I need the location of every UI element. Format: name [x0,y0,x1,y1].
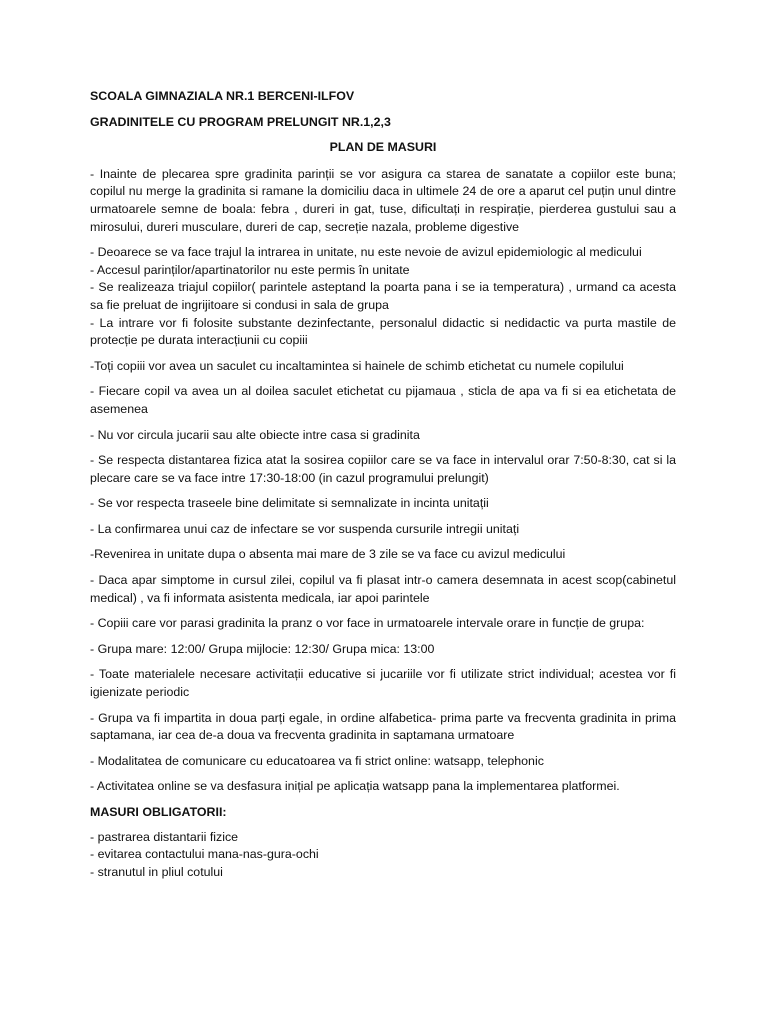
measure-symptoms: - Daca apar simptome in cursul zilei, copilul va fi plasat intr-o camera desemnata in acest scop(cabinetul medical) , va fi informata asistenta medicala, iar apoi parintele [90,573,676,605]
measure-distancing-schedule: - Se respecta distantarea fizica atat la sosirea copiilor care se va face in intervalul orar 7:50-8:30, cat si la plecare care se va face intre 17:30-18:00 (in cazul programului prelungit) [90,453,676,485]
mandatory-measures-heading: MASURI OBLIGATORII: [90,805,227,819]
list-item: - pastrarea distantarii fizice [90,829,239,844]
measure-routes: - Se vor respecta traseele bine delimitate si semnalizate in incinta unitații [90,496,489,511]
measure-group-times: - Grupa mare: 12:00/ Grupa mijlocie: 12:30/ Grupa mica: 13:00 [90,641,435,656]
measure-group-split: - Grupa va fi impartita in doua parți egale, in ordine alfabetica- prima parte va frecventa gradinita in prima saptamana, iar cea de-a doua va frecventa gradinita in saptamana urmatoare [90,710,676,743]
measure-triage: - Se realizeaza triajul copiilor( parintele asteptand la poarta pana i se ia temperatura) , urmand ca acesta sa fie preluat de ingrijitoare si condusi in sala de grupa [90,280,676,312]
list-item: - stranutul in pliul cotului [90,864,223,879]
measure-case-suspension: - La confirmarea unui caz de infectare se vor suspenda cursurile intregii unitați [90,521,520,536]
measure-noon-departure: - Copiii care vor parasi gradinita la pranz o vor face in urmatoarele intervale orare in funcție de grupa: [90,616,645,631]
document-page [90,88,676,881]
kindergartens-heading: GRADINITELE CU PROGRAM PRELUNGIT NR.1,2,3 [90,114,391,129]
list-item: - evitarea contactului mana-nas-gura-ochi [90,847,319,862]
measure-absence-return: -Revenirea in unitate dupa o absenta mai mare de 3 zile se va face cu avizul medicului [90,547,566,562]
measure-parent-access: - Accesul parinților/apartinatorilor nu este permis în unitate [90,262,410,277]
measure-no-toys: - Nu vor circula jucarii sau alte obiecte intre casa si gradinita [90,427,420,442]
measure-communication: - Modalitatea de comunicare cu educatoarea va fi strict online: watsapp, telephonic [90,753,544,768]
measure-disinfection: - La intrare vor fi folosite substante dezinfectante, personalul didactic si nedidactic va purta mastile de protecție pe durata interacțiunii cu copiii [90,315,676,348]
measure-online-activity: - Activitatea online se va desfasura inițial pe aplicația watsapp pana la implementarea platformei. [90,779,620,794]
measure-entry-group [90,244,676,350]
measure-pajama-bag: - Fiecare copil va avea un al doilea saculet etichetat cu pijamaua , sticla de apa va fi si ea etichetata de asemenea [90,384,676,416]
measure-materials: - Toate materialele necesare activitații educative si jucariile vor fi utilizate strict individual; acestea vor fi igienizate periodic [90,667,676,700]
measure-shoe-bag: -Toți copiii vor avea un saculet cu incaltamintea si hainele de schimb etichetat cu numele copilului [90,358,624,373]
measure-health-check: - Inainte de plecarea spre gradinita parinții se vor asigura ca starea de sanatate a copiilor este buna; copilul nu merge la gradinita si ramane la domiciliu daca in ultimele 24 de ore a aparut cel puțin unul dintre urmatoarele semne de boala: febra , dureri in gat, tuse, dificultați in respirație, pierderea gustului sau a mirosului, dureri musculare, dureri de cap, secreție nazala, probleme digestive [90,166,676,234]
school-name: SCOALA GIMNAZIALA NR.1 BERCENI-ILFOV [90,89,355,103]
measure-epidemiological-notice: - Deoarece se va face trajul la intrarea in unitate, nu este nevoie de avizul epidemiologic al medicului [90,245,642,260]
document-title: PLAN DE MASURI [329,140,437,155]
